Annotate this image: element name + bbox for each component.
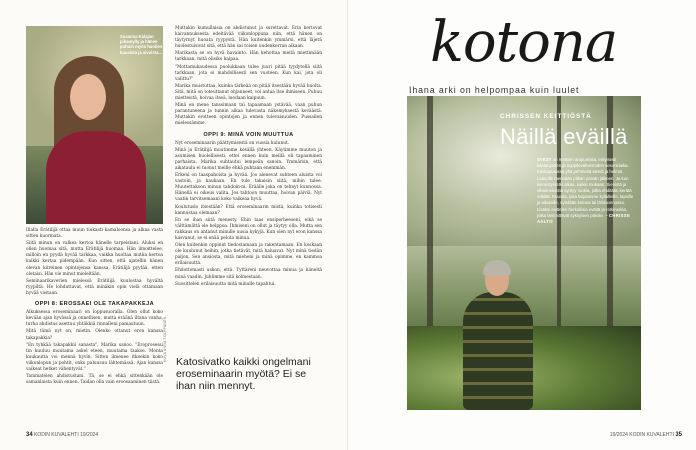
portrait-face: [70, 74, 106, 120]
woman-hair: [483, 260, 511, 276]
magazine-name: KODIN KUVALEHTI: [34, 432, 79, 438]
issue-number: 19/2024: [609, 432, 628, 438]
woman-sweater: [463, 292, 533, 410]
text-column-b: [175, 26, 322, 289]
section-subhead: OPPI 8: EROSSAEI OLE TAKAPAKKEJA: [34, 301, 155, 308]
paragraph: Alkuksessa eroseminaari on loppusuoralla. Olen ollut koko kevään ajan hyvässä ja onnellisen, mutta eräänä iltana vanha, turha ahdistus asettuu yhtäkkiä rinnalleni pamautuun.: [26, 310, 163, 328]
page-number: 34: [26, 432, 33, 438]
paragraph: Seminaarikaverien mielessä Erätilijä kuulostaa hyvältä ryypiltä. He lohduttavat, että minäkin opin vielä ottamaan hyvää vastaan.: [26, 278, 163, 296]
paragraph: Erkeni on taaspahoista ja hyvää. Jos alenevat suhteen aluista voi vastoin, ja kaukaan. En tule takaisin siitä, mihin tulee. Muutettakoon minun tahdoin-ni. Eräälle joka on tehnyt kunnossa. Hänellä ei oikeus valita. Jos tahtoon muuttaa, hoivan päiviä. Nyt vaatin tarvitsemaani koko vaikeaa hyvä.: [175, 173, 322, 203]
paragraph: Nyt eroseminaarin päättymisestä on vuosia kulunut.: [175, 140, 290, 146]
paragraph: Siitä minun on valkea kertoa hänelle tarpeistani. Aluksi en ollen huomaa sitä, mutta Erätilijä huomaa. Hän ilmoittelee, milloin en pyydä hyvää tarkkaa, vaikka huoltaa mutka kertoa kaikki kertaa pidempään. Kun sitten, että ajatellin hänen olevan kiireinen opintojensa kanssa, Erätilijä pyytää, etten oletaisi. Hän vie minut mieleltään.: [26, 241, 163, 277]
paragraph: Muttakin kumullaisia on ahdistunut ja surettavat. Erin kertovat kaivannuksesta edeltävää viikonloppuna niin, että hänen on täytyrnyt huoata ryypystä. Hän kuitenkin ymmärsi, että läjerä huolestuisivat sitä, että hän sai toisen uudenkerran alkaan.: [175, 26, 322, 50]
text-column-a: [26, 228, 163, 387]
paragraph: Minä en mene tanssimaan tai tapaamaan ystävää, vaan puhun parantuneena ja tunnin aikaa tulevasta näkemyksestä keväästä. Muttakin erotteen opintojen ja ennen tulevaisuuden. Pussailen mielessämme.: [175, 103, 322, 127]
paragraph: Koulutuslo itsestään? Että eroseminaarin mistä, kuinka totisesti kannustaa olemaan?: [175, 204, 322, 216]
section-tagline: Ihana arki on helpompaa kuin luulet: [409, 85, 580, 95]
portrait-body: [46, 131, 146, 224]
issue-number: 19/2024: [80, 432, 99, 438]
paragraph: Illalla Erätilijä ottaa muun tiukasti kamaloonsa ja alkaa vasta sitten kuormata.: [26, 228, 163, 240]
paragraph: Ehdottomasti uskon, että. Tyttäreni neuvottaa minua ja häneltä minä vaadin. Juhlimme sitä kolmestaan.: [175, 268, 322, 280]
paragraph: "Mottamukaudessa puolukkaan tulee juuri pitää tyydytellä siitä tarkkaan, jota ei mahdollisesti sen vuoteen. Kun kai, jota oli valittu?": [175, 64, 322, 82]
paragraph: Minä ja Erätilijä muutimme kesällä yhteen. Käytimme muuton ja asumisen huolellisesti, ettei ennen kuin meillä oli tapaaminen parhaista. Marika suhtautui lempeän sanoin. Ymmärsin, että aikataulu ei tuonut meille ehkä puhtaan enemmän.: [175, 147, 322, 171]
folio-right: [610, 432, 682, 438]
lede-byline-dash: –: [605, 212, 608, 218]
section-title: kotona: [430, 10, 618, 75]
paragraph: Marika muistuttaa, kuinka tärkeää on pitää itsestään hyvää huolta. Sitä, mitä on toteuttanut ohjanneet, voi antaa itse ihmiseen. Puhuu mietteistä, hoivaa itseä, luodaan kaipuun.: [175, 83, 322, 102]
photo-credit: KUVA ANNA TOLPPANEN: [163, 316, 167, 362]
paragraph: Olen kuitenkin oppinut tiedostamaan ja rakentamaan. En koskaan ole kuulunut heihin, jotka tietävät, mitä haluavat. Nyt minä tiedän paljon. Sen ansiosta, mitä mieheni ja minä opimme, en kammoa erilaisuutta.: [175, 243, 322, 267]
paragraph: Suosittelen erilaisuutta mitä minulle tapahtui.: [175, 281, 276, 287]
paragraph: "En tyhkää takapakkii sanasta", Marika sanoo. "Eroprosessi tin kuuluu muutama askel eteen, muutama taakse. Monta kuukautta voi mennä hyvin. Sitten ilmenee itkeekin koko viikonlopun ja pohtit, onko paluusuu lähtemässä. Ajan kanssa vaikeat hetket vähentyvät.": [26, 342, 163, 372]
paragraph: Mitä tämä nyt on, mietin. Olenko ottanut eron kanssa takapakkia?: [26, 329, 163, 341]
paragraph: Tammatelen ahdistustani. Tä, se ei ehkä sittenkään ole samanlaista kuin ennen. Taidan olla vain eroosaaminen tiistä.: [26, 374, 163, 386]
photo-caption: Susanna Kalajan pihamylly ja hänen puhuin myös huolien kuusista ja aivoista...: [120, 34, 163, 55]
portrait-photo: [26, 26, 163, 224]
folio-left: [26, 432, 98, 438]
section-subhead: OPPI 9: MINÄ VOIN MUUTTUA: [203, 131, 294, 138]
magazine-name: KODIN KUVALEHTI: [629, 432, 674, 438]
paragraph: Marikasta se on hyvä havainto. Hän kehottaa meitä miettimään tarkkaan, mitä olisiko kaipaa.: [175, 51, 322, 63]
breadcrumb: CHRISSEN KEITTIÖSTÄ: [500, 113, 592, 120]
pull-quote: Katosivatko kaikki ongelmani eroseminaarin myötä? Ei se ihan niin mennyt.: [176, 356, 311, 393]
article-headline: Näillä eväillä: [500, 124, 628, 149]
lede-body: on metsien ampumista, erityisesti kastanjoiden ja suppilovahveroiden sesonkiaika. Kukkapurossa yhä pehmeitä sieniä ja helmiä. Laiturille mennään pitkän päivän jälkeen. Ja kun sienestysretki alkaa, kaikki mukaan. Sienistä ja vihanneksista syntyy ruokia, jotka ehditään kerätä retkiltä. Ruuista, joita tarjoamme kyläilleille, lapsille ja aikuisille, syödään kotona tai lähiluonnossa. Lisäksi esittelen herkullisia eväitä ja retkiruokia, jotka lämmittävät syksyisen päivän.: [537, 157, 634, 218]
paragraph: En se ihan siitä menesty. Ehin taas ensiperheeseni, eikä se välttämättä ole helppoa. Ihmiseni on ollut ja täytyy olla. Mutta sen rakkaus on antanut minulle uusia kykyjä. Kun olen nyt eron kanssa kasvanut, se ei enää pelota minua.: [175, 217, 322, 241]
lede-byline: CHRISSE AALTO: [537, 212, 631, 225]
lede-lead: SYKSY: [537, 157, 552, 162]
article-lede: [537, 157, 637, 225]
page-number: 35: [675, 432, 682, 438]
